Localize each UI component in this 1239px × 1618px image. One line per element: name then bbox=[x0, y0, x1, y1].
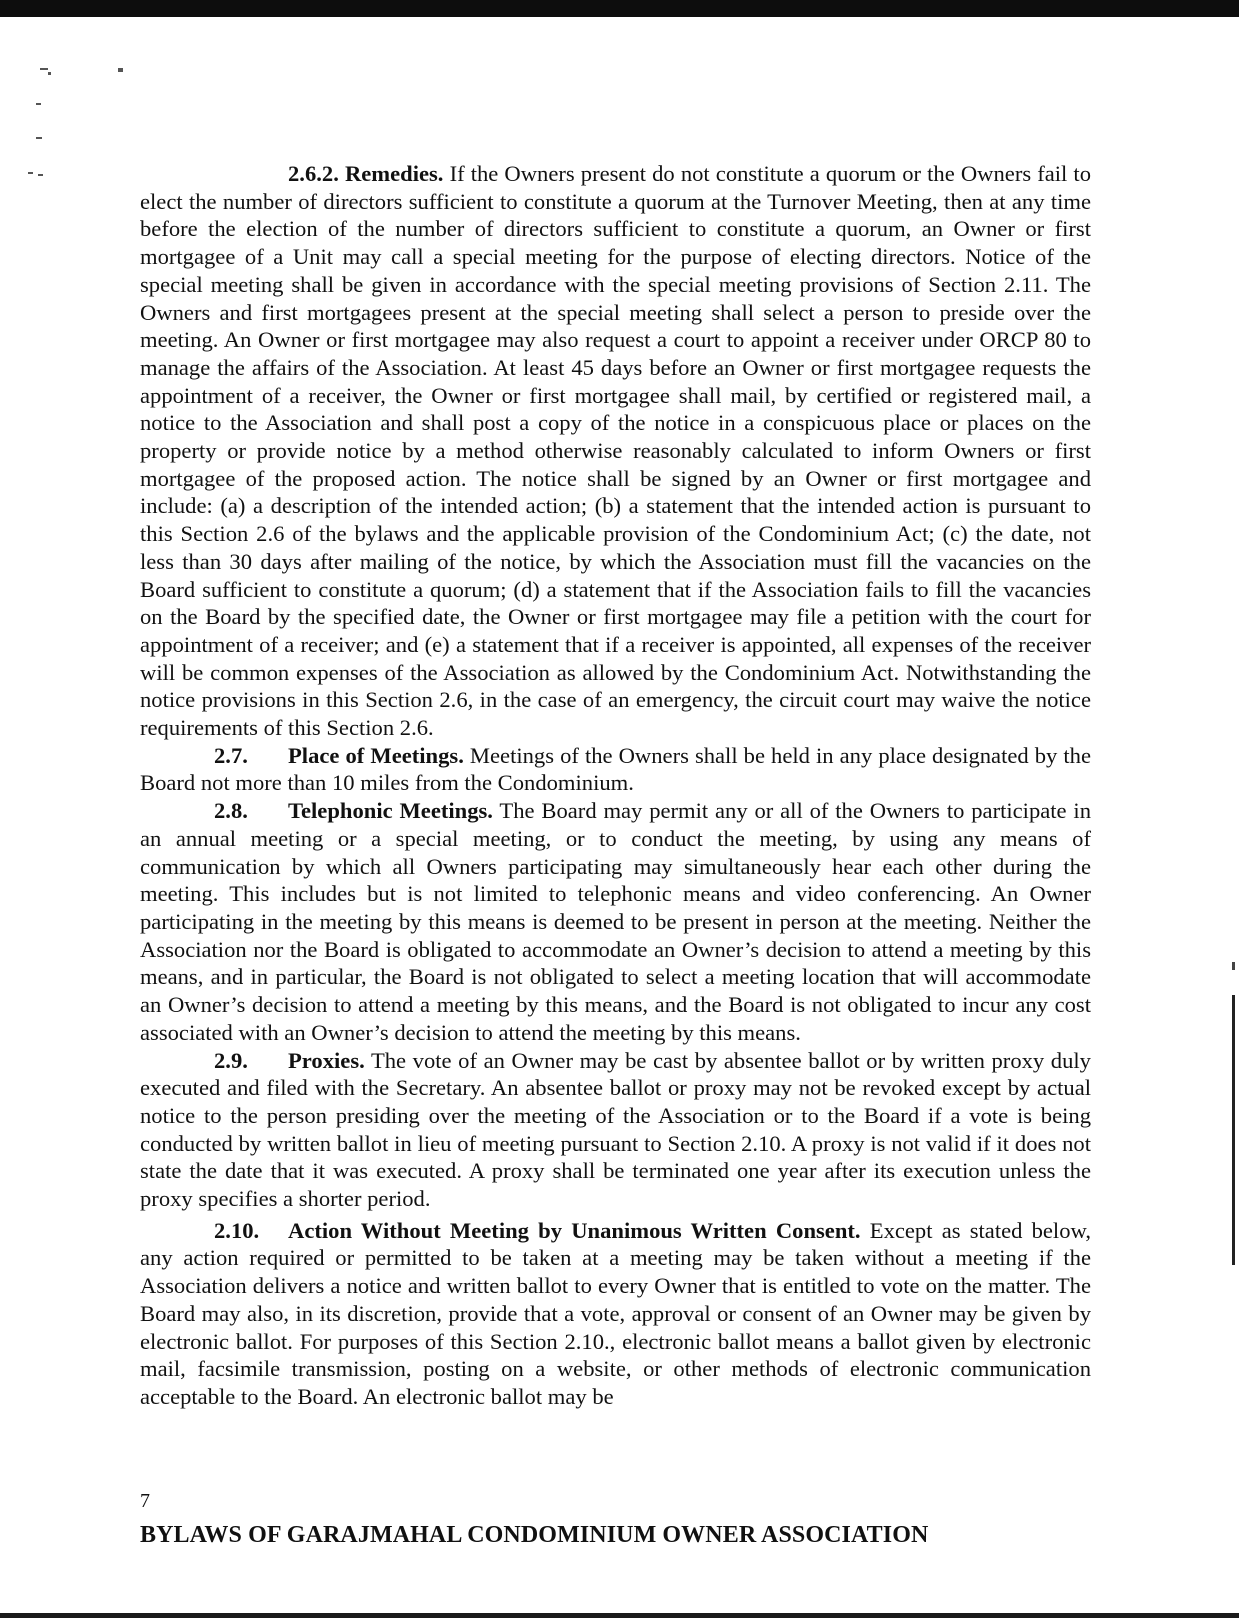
scan-speck bbox=[28, 172, 33, 174]
scan-speck bbox=[40, 68, 48, 70]
scan-speck bbox=[36, 103, 41, 105]
section-number: 2.7. bbox=[214, 742, 248, 768]
document-body bbox=[140, 160, 1091, 1411]
section-body: Except as stated below, any action required or permitted to be taken at a meeting may be taken without a meeting if the Association delivers a notice and written ballot to every Owner that is entitled to vote on the matter. The Board may also, in its discretion, provide that a vote, approval or consent of an Owner may be given by electronic ballot. For purposes of this Section 2.10., electronic ballot means a ballot given by electronic mail, facsimile transmission, posting on a website, or other methods of electronic communication acceptable to the Board. An electronic ballot may be bbox=[140, 1217, 1092, 1409]
section-heading: Proxies. bbox=[288, 1047, 365, 1073]
section-body: If the Owners present do not constitute a quorum or the Owners fail to elect the number of directors sufficient to constitute a quorum at the Turnover Meeting, then at any time before the election of the number of directors sufficient to constitute a quorum, an Owner or first mortgagee of a Unit may call a special meeting for the purpose of electing directors. Notice of the special meeting shall be given in accordance with the special meeting provisions of Section 2.11. The Owners and first mortgagees present at the special meeting shall select a person to preside over the meeting. An Owner or first mortgagee may also request a court to appoint a receiver under ORCP 80 to manage the affairs of the Association. At least 45 days before an Owner or first mortgagee requests the appointment of a receiver, the Owner or first mortgagee shall mail, by certified or registered mail, a notice to the Association and shall post a copy of the notice in a conspicuous place or places on the property or provide notice by a method otherwise reasonably calculated to inform Owners or first mortgagee of the proposed action. The notice shall be signed by an Owner or first mortgagee and include: (a) a description of the intended action; (b) a statement that the intended action is pursuant to this Section 2.6 of the bylaws and the applicable provision of the Condominium Act; (c) the date, not less than 30 days after mailing of the notice, by which the Association must fill the vacancies on the Board sufficient to constitute a quorum; (d) a statement that if the Association fails to fill the vacancies on the Board by the specified date, the Owner or first mortgagee may file a petition with the court for appointment of a receiver; and (e) a statement that if a receiver is appointed, all expenses of the receiver will be common expenses of the Association as allowed by the Condominium Act. Notwithstanding the notice provisions in this Section 2.6, in the case of an emergency, the circuit court may waive the notice requirements of this Section 2.6. bbox=[140, 161, 1092, 741]
section-heading: Telephonic Meetings. bbox=[288, 798, 493, 824]
scan-speck bbox=[36, 137, 42, 139]
section-number: 2.9. bbox=[214, 1047, 248, 1073]
scan-top-border bbox=[0, 0, 1239, 17]
section-number: 2.10. bbox=[214, 1217, 260, 1243]
scan-speck bbox=[48, 72, 51, 75]
scan-edge-mark bbox=[1232, 962, 1235, 970]
section-heading: Action Without Meeting by Unanimous Written Consent. bbox=[288, 1217, 861, 1243]
section-body: Meetings of the Owners shall be held in any place designated by the Board not more than 10 miles from the Condominium. bbox=[140, 742, 1091, 796]
section-2-9 bbox=[140, 1047, 1091, 1213]
section-2-6-2 bbox=[140, 160, 1091, 742]
section-body: The Board may permit any or all of the Owners to participate in an annual meeting or a special meeting, or to conduct the meeting, by using any means of communication by which all Owners participating may simultaneously hear each other during the meeting. This includes but is not limited to telephonic means and video conferencing. An Owner participating in the meeting by this means is deemed to be present in person at the meeting. Neither the Association nor the Board is obligated to accommodate an Owner’s decision to attend a meeting by this means, and in particular, the Board is not obligated to select a meeting location that will accommodate an Owner’s decision to attend a meeting by this means, and the Board is not obligated to incur any cost associated with an Owner’s decision to attend the meeting by this means. bbox=[140, 798, 1092, 1045]
section-body: The vote of an Owner may be cast by absentee ballot or by written proxy duly executed and filed with the Secretary. An absentee ballot or proxy may not be revoked except by actual notice to the person presiding over the meeting of the Association or to the Board if a vote is being conducted by written ballot in lieu of meeting pursuant to Section 2.10. A proxy is not valid if it does not state the date that it was executed. A proxy shall be terminated one year after its execution unless the proxy specifies a shorter period. bbox=[140, 1047, 1091, 1212]
scan-edge-mark bbox=[1232, 995, 1235, 1265]
section-2-10 bbox=[140, 1217, 1091, 1411]
page-number: 7 bbox=[140, 1490, 150, 1512]
section-number: 2.8. bbox=[214, 798, 248, 824]
scan-speck bbox=[38, 174, 43, 176]
scan-speck bbox=[118, 68, 123, 72]
section-number: 2.6.2. bbox=[288, 161, 339, 186]
section-heading: Place of Meetings. bbox=[288, 742, 464, 768]
section-2-7 bbox=[140, 742, 1091, 797]
section-2-8 bbox=[140, 797, 1091, 1046]
scan-bottom-border bbox=[0, 1613, 1239, 1618]
section-heading: Remedies. bbox=[344, 161, 444, 186]
footer-title: BYLAWS OF GARAJMAHAL CONDOMINIUM OWNER ASSOCIATION bbox=[140, 1522, 929, 1548]
